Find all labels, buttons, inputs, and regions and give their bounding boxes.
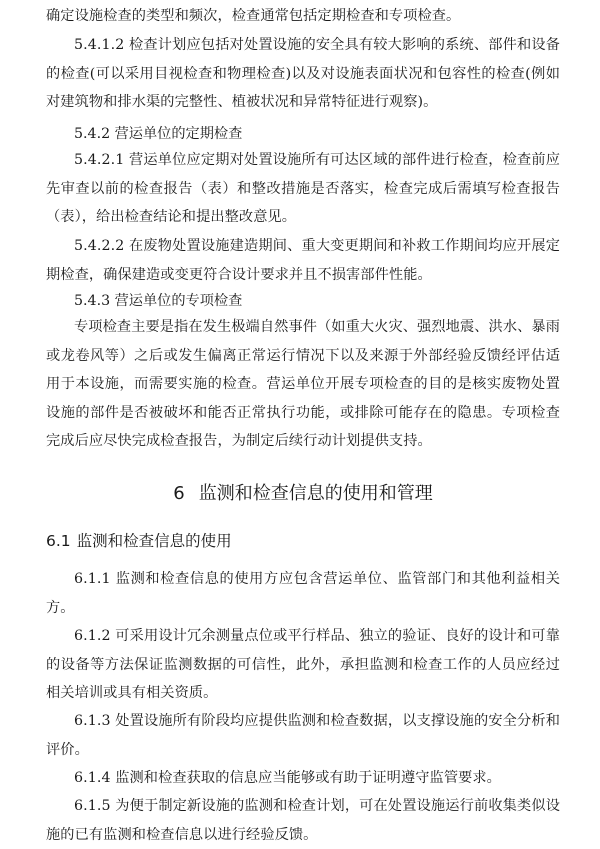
subheading-5-4-3: 5.4.3 营运单位的专项检查 [74,293,243,309]
paragraph-5-4-3-special-inspection: 专项检查主要是指在发生极端自然事件（如重大火灾、强烈地震、洪水、暴雨或龙卷风等）之后或发生偏离正常运行情况下以及来源于外部经验反馈经评估适用于本设施，而需要实施的检查。营运单位开展专项检查的目的是核实废物处置设施的部件是否被破坏和能否正常执行功能，或排除可能存在的隐患。专项检查完成后应尽快完成检查报告，为制定后续行动计划提供支持。 [46,319,560,449]
paragraph-6-1-2: 6.1.2 可采用设计冗余测量点位或平行样品、独立的验证、良好的设计和可靠的设备等方法保证监测数据的可信性，此外，承担监测和检查工作的人员应经过相关培训或具有相关资质。 [46,628,560,701]
paragraph-6-1-1: 6.1.1 监测和检查信息的使用方应包含营运单位、监管部门和其他利益相关方。 [46,571,560,616]
paragraph-5-4-2-2: 5.4.2.2 在废物处置设施建造期间、重大变更期间和补救工作期间均应开展定期检查，确保建造或变更符合设计要求并且不损害部件性能。 [46,238,560,283]
paragraph-6-1-4: 6.1.4 监测和检查获取的信息应当能够或有助于证明遵守监管要求。 [74,770,501,786]
chapter-title: 监测和检查信息的使用和管理 [198,483,433,504]
section-number: 6.1 [46,532,71,550]
paragraph-5-4-1-2: 5.4.1.2 检查计划应包括对处置设施的安全具有较大影响的系统、部件和设备的检查(可以采用目视检查和物理检查)以及对设施表面状况和包容性的检查(例如对建筑物和排水渠的完整性、植被状况和异常特征进行观察)。 [46,37,560,110]
paragraph-inspection-types: 确定设施检查的类型和频次，检查通常包括定期检查和专项检查。 [46,8,461,24]
chapter-heading [46,482,560,506]
chapter-number: 6 [173,483,185,504]
paragraph-6-1-5: 6.1.5 为便于制定新设施的监测和检查计划，可在处置设施运行前收集类似设施的已有监测和检查信息以进行经验反馈。 [46,798,560,843]
section-heading [46,530,560,552]
paragraph-5-4-2-1: 5.4.2.1 营运单位应定期对处置设施所有可达区域的部件进行检查，检查前应先审查以前的检查报告（表）和整改措施是否落实，检查完成后需填写检查报告（表），给出检查结论和提出整改意见。 [46,152,560,225]
section-title: 监测和检查信息的使用 [76,532,232,550]
subheading-5-4-2: 5.4.2 营运单位的定期检查 [74,126,243,142]
paragraph-6-1-3: 6.1.3 处置设施所有阶段均应提供监测和检查数据，以支撑设施的安全分析和评价。 [46,713,560,758]
